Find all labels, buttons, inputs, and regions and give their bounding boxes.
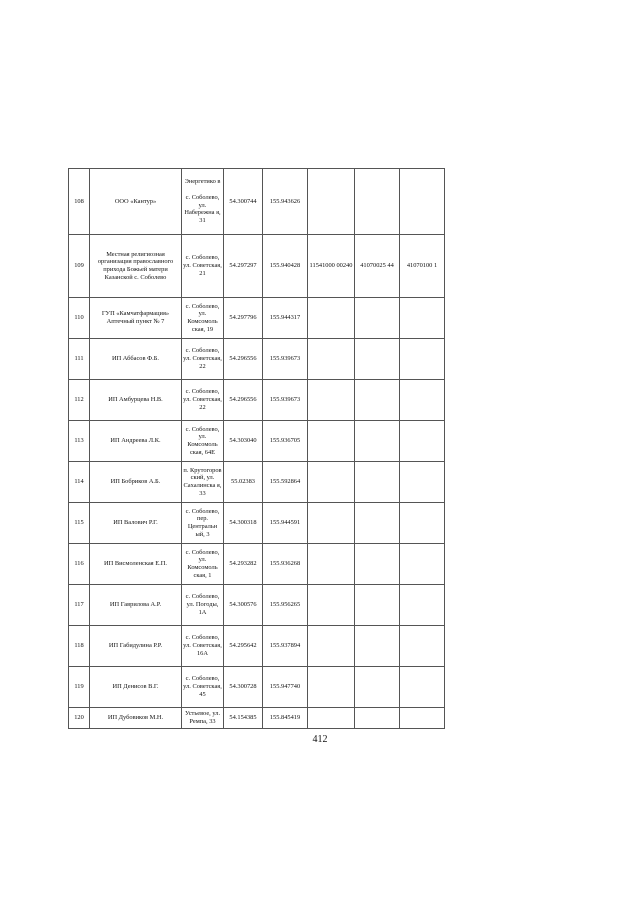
code-2-cell: 41070025 44 <box>355 235 400 298</box>
page-number: 412 <box>312 734 328 745</box>
table-row <box>69 585 445 626</box>
latitude-cell: 54.303040 <box>224 421 263 462</box>
organization-name-cell: ГУП «Камчатфармация» Аптечный пункт № 7 <box>90 298 182 339</box>
row-number-cell: 118 <box>69 626 90 667</box>
latitude-cell: 54.297796 <box>224 298 263 339</box>
table-row <box>69 708 445 729</box>
code-3-cell <box>400 298 445 339</box>
address-cell: п. Крутогоров ский, ул. Сахалинска я, 33 <box>182 462 224 503</box>
table-row <box>69 298 445 339</box>
address-cell: с. Соболево, ул. Комсомоль ская, 19 <box>182 298 224 339</box>
address-cell: с. Соболево, ул. Комсомоль ская, 64Е <box>182 421 224 462</box>
table-row <box>69 667 445 708</box>
latitude-cell: 54.295642 <box>224 626 263 667</box>
table-row <box>69 235 445 298</box>
row-number-cell: 110 <box>69 298 90 339</box>
code-3-cell <box>400 503 445 544</box>
longitude-cell: 155.943626 <box>263 169 308 235</box>
row-number-cell: 113 <box>69 421 90 462</box>
code-3-cell <box>400 626 445 667</box>
row-number-cell: 108 <box>69 169 90 235</box>
code-1-cell <box>308 503 355 544</box>
code-1-cell <box>308 667 355 708</box>
organization-name-cell: ИП Амбурцева Н.В. <box>90 380 182 421</box>
code-3-cell <box>400 339 445 380</box>
row-number-cell: 115 <box>69 503 90 544</box>
code-1-cell <box>308 298 355 339</box>
code-3-cell: 41070100 1 <box>400 235 445 298</box>
code-1-cell <box>308 708 355 729</box>
row-number-cell: 120 <box>69 708 90 729</box>
longitude-cell: 155.937894 <box>263 626 308 667</box>
longitude-cell: 155.947740 <box>263 667 308 708</box>
row-number-cell: 119 <box>69 667 90 708</box>
row-number-cell: 114 <box>69 462 90 503</box>
row-number-cell: 112 <box>69 380 90 421</box>
code-1-cell <box>308 169 355 235</box>
table-row <box>69 544 445 585</box>
latitude-cell: 54.300728 <box>224 667 263 708</box>
code-1-cell <box>308 380 355 421</box>
organization-name-cell: ООО «Кантур» <box>90 169 182 235</box>
code-2-cell <box>355 503 400 544</box>
code-3-cell <box>400 169 445 235</box>
code-2-cell <box>355 339 400 380</box>
organization-name-cell: ИП Андреева Л.К. <box>90 421 182 462</box>
row-number-cell: 109 <box>69 235 90 298</box>
table-row <box>69 462 445 503</box>
latitude-cell: 54.296556 <box>224 339 263 380</box>
latitude-cell: 54.154385 <box>224 708 263 729</box>
address-cell: с. Соболево, ул. Советская, 45 <box>182 667 224 708</box>
organization-name-cell: ИП Висмоленская Е.П. <box>90 544 182 585</box>
latitude-cell: 54.296556 <box>224 380 263 421</box>
table-row <box>69 380 445 421</box>
longitude-cell: 155.936268 <box>263 544 308 585</box>
latitude-cell: 54.297297 <box>224 235 263 298</box>
organization-name-cell: ИП Денисов В.Г. <box>90 667 182 708</box>
code-3-cell <box>400 585 445 626</box>
longitude-cell: 155.944317 <box>263 298 308 339</box>
code-3-cell <box>400 421 445 462</box>
code-2-cell <box>355 380 400 421</box>
row-number-cell: 116 <box>69 544 90 585</box>
organization-name-cell: Местная религиозная организация православного прихода Божьей матери Казанской с. Соболево <box>90 235 182 298</box>
longitude-cell: 155.944591 <box>263 503 308 544</box>
table-row <box>69 626 445 667</box>
code-2-cell <box>355 708 400 729</box>
row-number-cell: 117 <box>69 585 90 626</box>
organization-name-cell: ИП Аббасов Ф.Б. <box>90 339 182 380</box>
address-cell: с. Соболево, ул. Советская, 16А <box>182 626 224 667</box>
table-row <box>69 503 445 544</box>
longitude-cell: 155.939673 <box>263 380 308 421</box>
code-1-cell <box>308 544 355 585</box>
organization-name-cell: ИП Бобриков А.Б. <box>90 462 182 503</box>
address-cell: с. Соболево, ул. Погоды, 1А <box>182 585 224 626</box>
organization-name-cell: ИП Гаврилова А.Р. <box>90 585 182 626</box>
code-2-cell <box>355 626 400 667</box>
longitude-cell: 155.939673 <box>263 339 308 380</box>
table-row <box>69 169 445 235</box>
longitude-cell: 155.936705 <box>263 421 308 462</box>
longitude-cell: 155.845419 <box>263 708 308 729</box>
code-3-cell <box>400 380 445 421</box>
latitude-cell: 54.293282 <box>224 544 263 585</box>
address-cell: Энергетико в с. Соболево, ул. Набережна я, 31 <box>182 169 224 235</box>
code-1-cell <box>308 421 355 462</box>
code-1-cell <box>308 462 355 503</box>
latitude-cell: 54.300744 <box>224 169 263 235</box>
code-2-cell <box>355 462 400 503</box>
table-row <box>69 339 445 380</box>
latitude-cell: 54.300318 <box>224 503 263 544</box>
code-3-cell <box>400 462 445 503</box>
address-cell: с. Соболево, пер. Центральн ый, 3 <box>182 503 224 544</box>
latitude-cell: 55.02383 <box>224 462 263 503</box>
address-cell: Устьевое, ул. Ремпа, 33 <box>182 708 224 729</box>
table-row <box>69 421 445 462</box>
address-cell: с. Соболево, ул. Советская, 21 <box>182 235 224 298</box>
code-2-cell <box>355 421 400 462</box>
longitude-cell: 155.940428 <box>263 235 308 298</box>
address-cell: с. Соболево, ул. Советская, 22 <box>182 380 224 421</box>
code-3-cell <box>400 544 445 585</box>
code-3-cell <box>400 708 445 729</box>
code-2-cell <box>355 169 400 235</box>
row-number-cell: 111 <box>69 339 90 380</box>
code-2-cell <box>355 585 400 626</box>
code-1-cell <box>308 626 355 667</box>
records-table <box>68 168 445 729</box>
address-cell: с. Соболево, ул. Комсомоль ская, 1 <box>182 544 224 585</box>
code-1-cell <box>308 585 355 626</box>
code-2-cell <box>355 298 400 339</box>
organization-name-cell: ИП Валович Р.Г. <box>90 503 182 544</box>
longitude-cell: 155.956265 <box>263 585 308 626</box>
code-1-cell: 11541000 00240 <box>308 235 355 298</box>
code-2-cell <box>355 544 400 585</box>
latitude-cell: 54.300576 <box>224 585 263 626</box>
code-3-cell <box>400 667 445 708</box>
code-2-cell <box>355 667 400 708</box>
longitude-cell: 155.592864 <box>263 462 308 503</box>
address-cell: с. Соболево, ул. Советская, 22 <box>182 339 224 380</box>
code-1-cell <box>308 339 355 380</box>
organization-name-cell: ИП Габидулина Р.Р. <box>90 626 182 667</box>
organization-name-cell: ИП Дубовиков М.Н. <box>90 708 182 729</box>
